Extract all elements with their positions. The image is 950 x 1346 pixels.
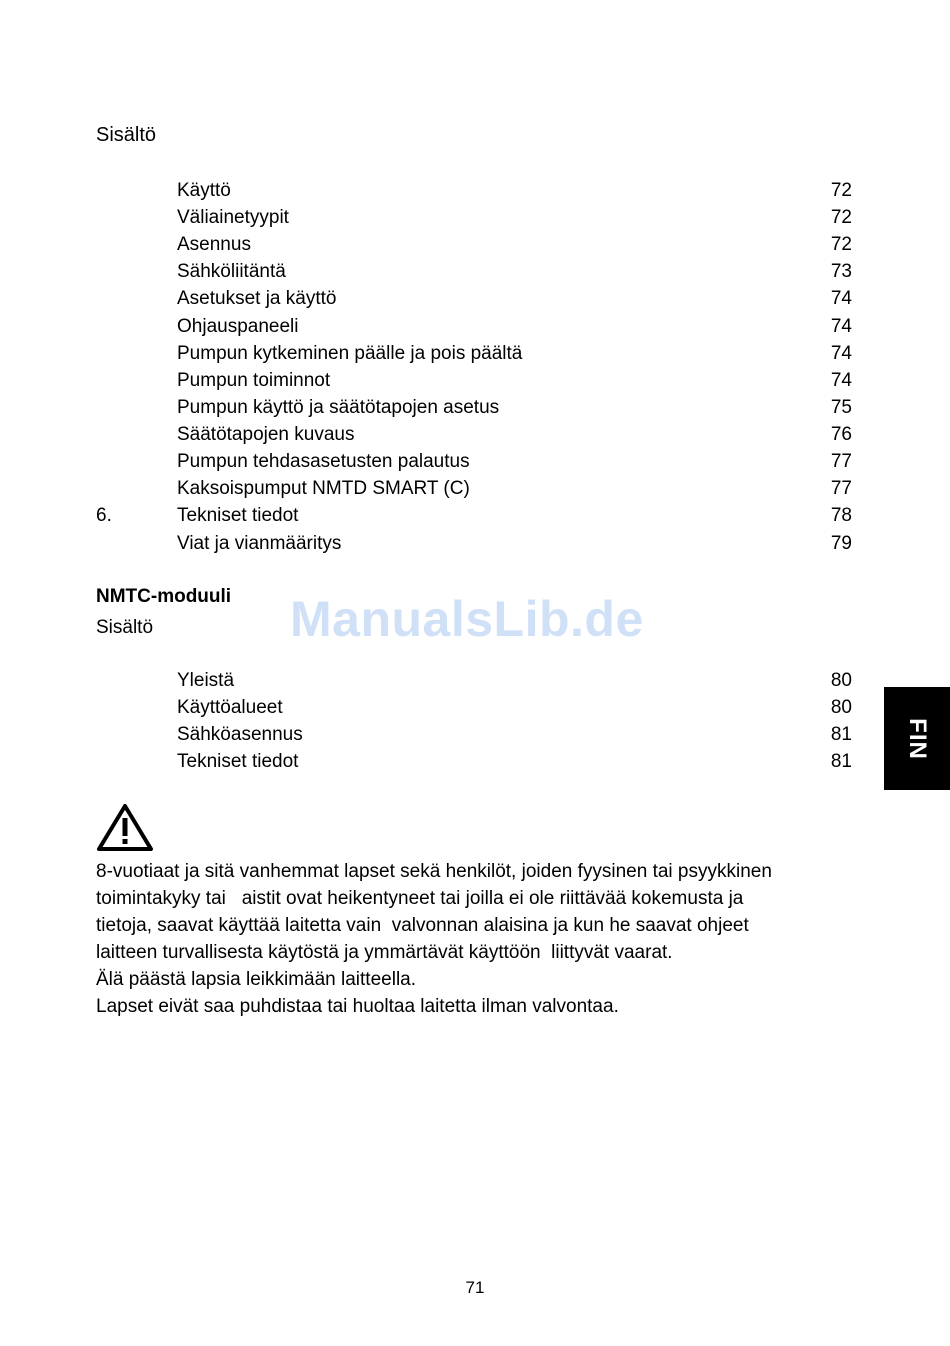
section-heading: NMTC-moduuli bbox=[96, 586, 232, 607]
toc-item-label: Sähköasennus bbox=[177, 724, 303, 745]
toc-item-page: 76 bbox=[830, 424, 852, 445]
warning-triangle-icon bbox=[96, 802, 154, 852]
warning-line: 8-vuotiaat ja sitä vanhemmat lapset sekä henkilöt, joiden fyysinen tai psyykkinen bbox=[96, 861, 772, 882]
toc-item-page: 72 bbox=[830, 207, 852, 228]
toc-item bbox=[0, 749, 950, 775]
toc-item-label: Viat ja vianmääritys bbox=[177, 533, 342, 554]
toc-item bbox=[0, 314, 950, 340]
toc-item-label: Väliainetyypit bbox=[177, 207, 289, 228]
toc-item-page: 80 bbox=[830, 697, 852, 718]
toc-item-page: 81 bbox=[830, 724, 852, 745]
toc-item-page: 73 bbox=[830, 261, 852, 282]
toc-item-label: Pumpun toiminnot bbox=[177, 370, 331, 391]
warning-line: tietoja, saavat käyttää laitetta vain valvonnan alaisina ja kun he saavat ohjeet bbox=[96, 915, 749, 936]
warning-line: Älä päästä lapsia leikkimään laitteella. bbox=[96, 969, 417, 990]
toc-item bbox=[0, 368, 950, 394]
toc-item-label: Sähköliitäntä bbox=[177, 261, 286, 282]
toc-item-label: Yleistä bbox=[177, 670, 235, 691]
toc-item bbox=[0, 286, 950, 312]
toc-item-label: Ohjauspaneeli bbox=[177, 316, 299, 337]
toc-item bbox=[0, 232, 950, 258]
toc-item-page: 74 bbox=[830, 316, 852, 337]
toc-item-page: 72 bbox=[830, 234, 852, 255]
toc-item-label: Käyttöalueet bbox=[177, 697, 283, 718]
warning-text bbox=[96, 858, 856, 1020]
toc-item-page: 81 bbox=[830, 751, 852, 772]
toc-item bbox=[0, 503, 950, 529]
warning-line: Lapset eivät saa puhdistaa tai huoltaa laitetta ilman valvontaa. bbox=[96, 996, 619, 1017]
toc-item-page: 77 bbox=[830, 451, 852, 472]
toc-item-label: Tekniset tiedot bbox=[177, 505, 299, 526]
language-tab bbox=[884, 687, 950, 790]
toc-item-page: 74 bbox=[830, 288, 852, 309]
toc-item-page: 75 bbox=[830, 397, 852, 418]
toc-item-label: Pumpun käyttö ja säätötapojen asetus bbox=[177, 397, 500, 418]
toc-item bbox=[0, 178, 950, 204]
toc-item bbox=[0, 205, 950, 231]
toc-item-label: Tekniset tiedot bbox=[177, 751, 299, 772]
toc-item-page: 74 bbox=[830, 370, 852, 391]
toc-item-page: 80 bbox=[830, 670, 852, 691]
toc-item-page: 74 bbox=[830, 343, 852, 364]
warning-line: toimintakyky tai aistit ovat heikentyneet tai joilla ei ole riittävää kokemusta ja bbox=[96, 888, 744, 909]
watermark: ManualsLib.de bbox=[290, 591, 644, 647]
page-number: 71 bbox=[465, 1278, 485, 1297]
section-subtitle: Sisältö bbox=[96, 617, 154, 638]
toc-item-label: Käyttö bbox=[177, 180, 231, 201]
toc-item-label: Pumpun tehdasasetusten palautus bbox=[177, 451, 470, 472]
page-title: Sisältö bbox=[96, 124, 157, 146]
language-tab-label: FIN bbox=[903, 717, 931, 760]
toc-item bbox=[0, 695, 950, 721]
toc-item bbox=[0, 341, 950, 367]
toc-item bbox=[0, 722, 950, 748]
toc-item bbox=[0, 395, 950, 421]
toc-item bbox=[0, 668, 950, 694]
toc-item-number: 6. bbox=[96, 505, 112, 526]
toc-item bbox=[0, 259, 950, 285]
toc-item-page: 77 bbox=[830, 478, 852, 499]
toc-item-label: Asetukset ja käyttö bbox=[177, 288, 337, 309]
toc-item bbox=[0, 476, 950, 502]
toc-item-label: Asennus bbox=[177, 234, 251, 255]
toc-item bbox=[0, 449, 950, 475]
toc-item-label: Pumpun kytkeminen päälle ja pois päältä bbox=[177, 343, 523, 364]
toc-item bbox=[0, 531, 950, 557]
toc-item-label: Kaksoispumput NMTD SMART (C) bbox=[177, 478, 470, 499]
warning-line: laitteen turvallisesta käytöstä ja ymmärtävät käyttöön liittyvät vaarat. bbox=[96, 942, 673, 963]
toc-item-page: 78 bbox=[830, 505, 852, 526]
toc-item bbox=[0, 422, 950, 448]
toc-item-label: Säätötapojen kuvaus bbox=[177, 424, 355, 445]
toc-item-page: 72 bbox=[830, 180, 852, 201]
toc-item-page: 79 bbox=[830, 533, 852, 554]
